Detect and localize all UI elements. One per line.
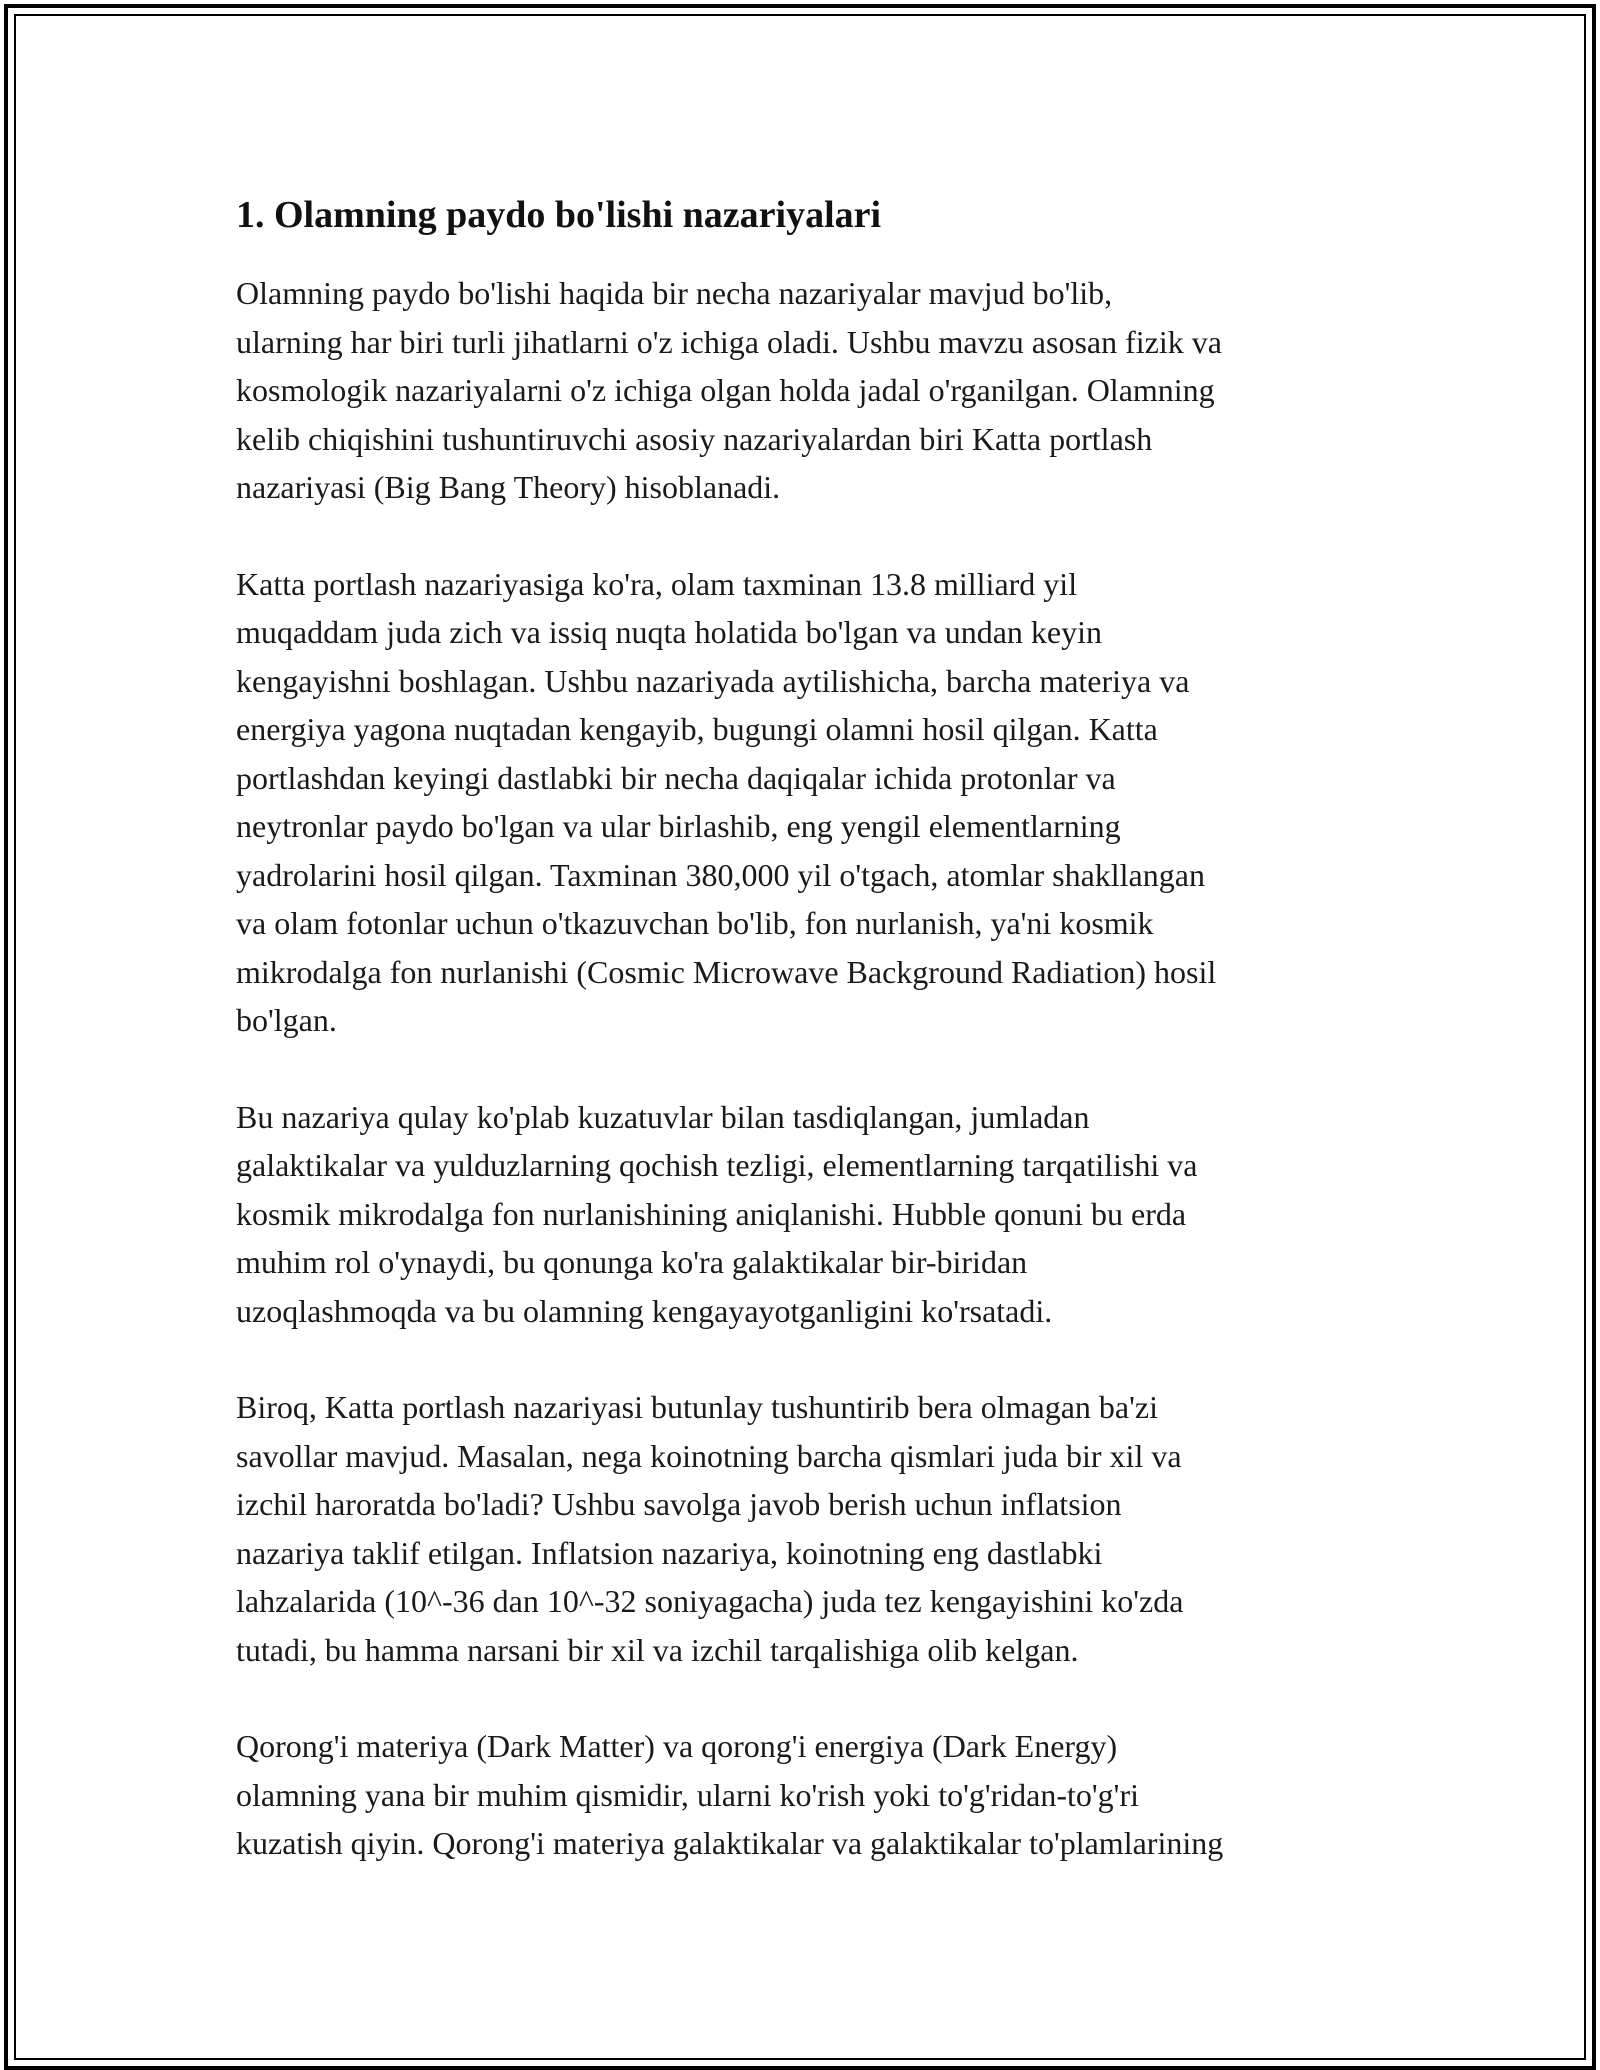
- paragraph-line: energiya yagona nuqtadan kengayib, bugungi olamni hosil qilgan. Katta: [236, 711, 1158, 747]
- paragraph-line: galaktikalar va yulduzlarning qochish tezligi, elementlarning tarqatilishi va: [236, 1147, 1198, 1183]
- paragraph-line: savollar mavjud. Masalan, nega koinotning barcha qismlari juda bir xil va: [236, 1437, 1182, 1474]
- paragraph-line: Qorong'i materiya (Dark Matter) va qorong'i energiya (Dark Energy): [236, 1728, 1118, 1764]
- paragraph-line: muqaddam juda zich va issiq nuqta holatida bo'lgan va undan keyin: [236, 614, 1102, 650]
- paragraph-line: muhim rol o'ynaydi, bu qonunga ko'ra galaktikalar bir-biridan: [236, 1244, 1028, 1280]
- paragraph-line: lahzalarida (10^-36 dan 10^-32 soniyagacha) juda tez kengayishini ko'zda: [236, 1583, 1184, 1619]
- paragraph-line: yadrolarini hosil qilgan. Taxminan 380,000 yil o'tgach, atomlar shakllangan: [236, 856, 1205, 893]
- paragraph-line: kosmologik nazariyalarni o'z ichiga olgan holda jadal o'rganilgan. Olamning: [236, 372, 1215, 408]
- paragraph-line: Biroq, Katta portlash nazariyasi butunlay tushuntirib bera olmagan ba'zi: [236, 1389, 1158, 1425]
- paragraph-line: nazariyasi (Big Bang Theory) hisoblanadi.: [236, 469, 781, 505]
- paragraph-line: kosmik mikrodalga fon nurlanishining aniqlanishi. Hubble qonuni bu erda: [236, 1195, 1187, 1232]
- paragraph-line: neytronlar paydo bo'lgan va ular birlashib, eng yengil elementlarning: [236, 808, 1121, 844]
- paragraph-line: Katta portlash nazariyasiga ko'ra, olam taxminan 13.8 milliard yil: [236, 565, 1078, 602]
- paragraph-line: portlashdan keyingi dastlabki bir necha daqiqalar ichida protonlar va: [236, 759, 1116, 796]
- paragraph-line: mikrodalga fon nurlanishi (Cosmic Microwave Background Radiation) hosil: [236, 953, 1217, 990]
- document-body: [236, 185, 1366, 1916]
- paragraph-list: [236, 269, 1366, 1868]
- paragraph: [236, 1093, 1366, 1336]
- paragraph: [236, 269, 1366, 512]
- paragraph-line: bo'lgan.: [236, 1002, 337, 1038]
- paragraph-line: Bu nazariya qulay ko'plab kuzatuvlar bilan tasdiqlangan, jumladan: [236, 1098, 1090, 1135]
- paragraph-line: ularning har biri turli jihatlarni o'z ichiga oladi. Ushbu mavzu asosan fizik va: [236, 323, 1222, 360]
- paragraph: [236, 1383, 1366, 1674]
- paragraph-line: nazariya taklif etilgan. Inflatsion nazariya, koinotning eng dastlabki: [236, 1534, 1103, 1571]
- paragraph-line: Olamning paydo bo'lishi haqida bir necha nazariyalar mavjud bo'lib,: [236, 275, 1113, 311]
- paragraph-line: kengayishni boshlagan. Ushbu nazariyada aytilishicha, barcha materiya va: [236, 662, 1190, 699]
- paragraph-line: olamning yana bir muhim qismidir, ularni ko'rish yoki to'g'ridan-to'g'ri: [236, 1776, 1139, 1813]
- paragraph-line: kuzatish qiyin. Qorong'i materiya galaktikalar va galaktikalar to'plamlarining: [236, 1825, 1224, 1861]
- paragraph-line: va olam fotonlar uchun o'tkazuvchan bo'lib, fon nurlanish, ya'ni kosmik: [236, 905, 1154, 941]
- paragraph-line: kelib chiqishini tushuntiruvchi asosiy nazariyalardan biri Katta portlash: [236, 420, 1153, 457]
- paragraph-line: uzoqlashmoqda va bu olamning kengayayotganligini ko'rsatadi.: [236, 1292, 1053, 1329]
- section-heading: 1. Olamning paydo bo'lishi nazariyalari: [236, 194, 882, 236]
- paragraph: [236, 560, 1366, 1045]
- paragraph-line: izchil haroratda bo'ladi? Ushbu savolga javob berish uchun inflatsion: [236, 1486, 1122, 1522]
- paragraph-line: tutadi, bu hamma narsani bir xil va izchil tarqalishiga olib kelgan.: [236, 1631, 1079, 1668]
- paragraph: [236, 1722, 1366, 1868]
